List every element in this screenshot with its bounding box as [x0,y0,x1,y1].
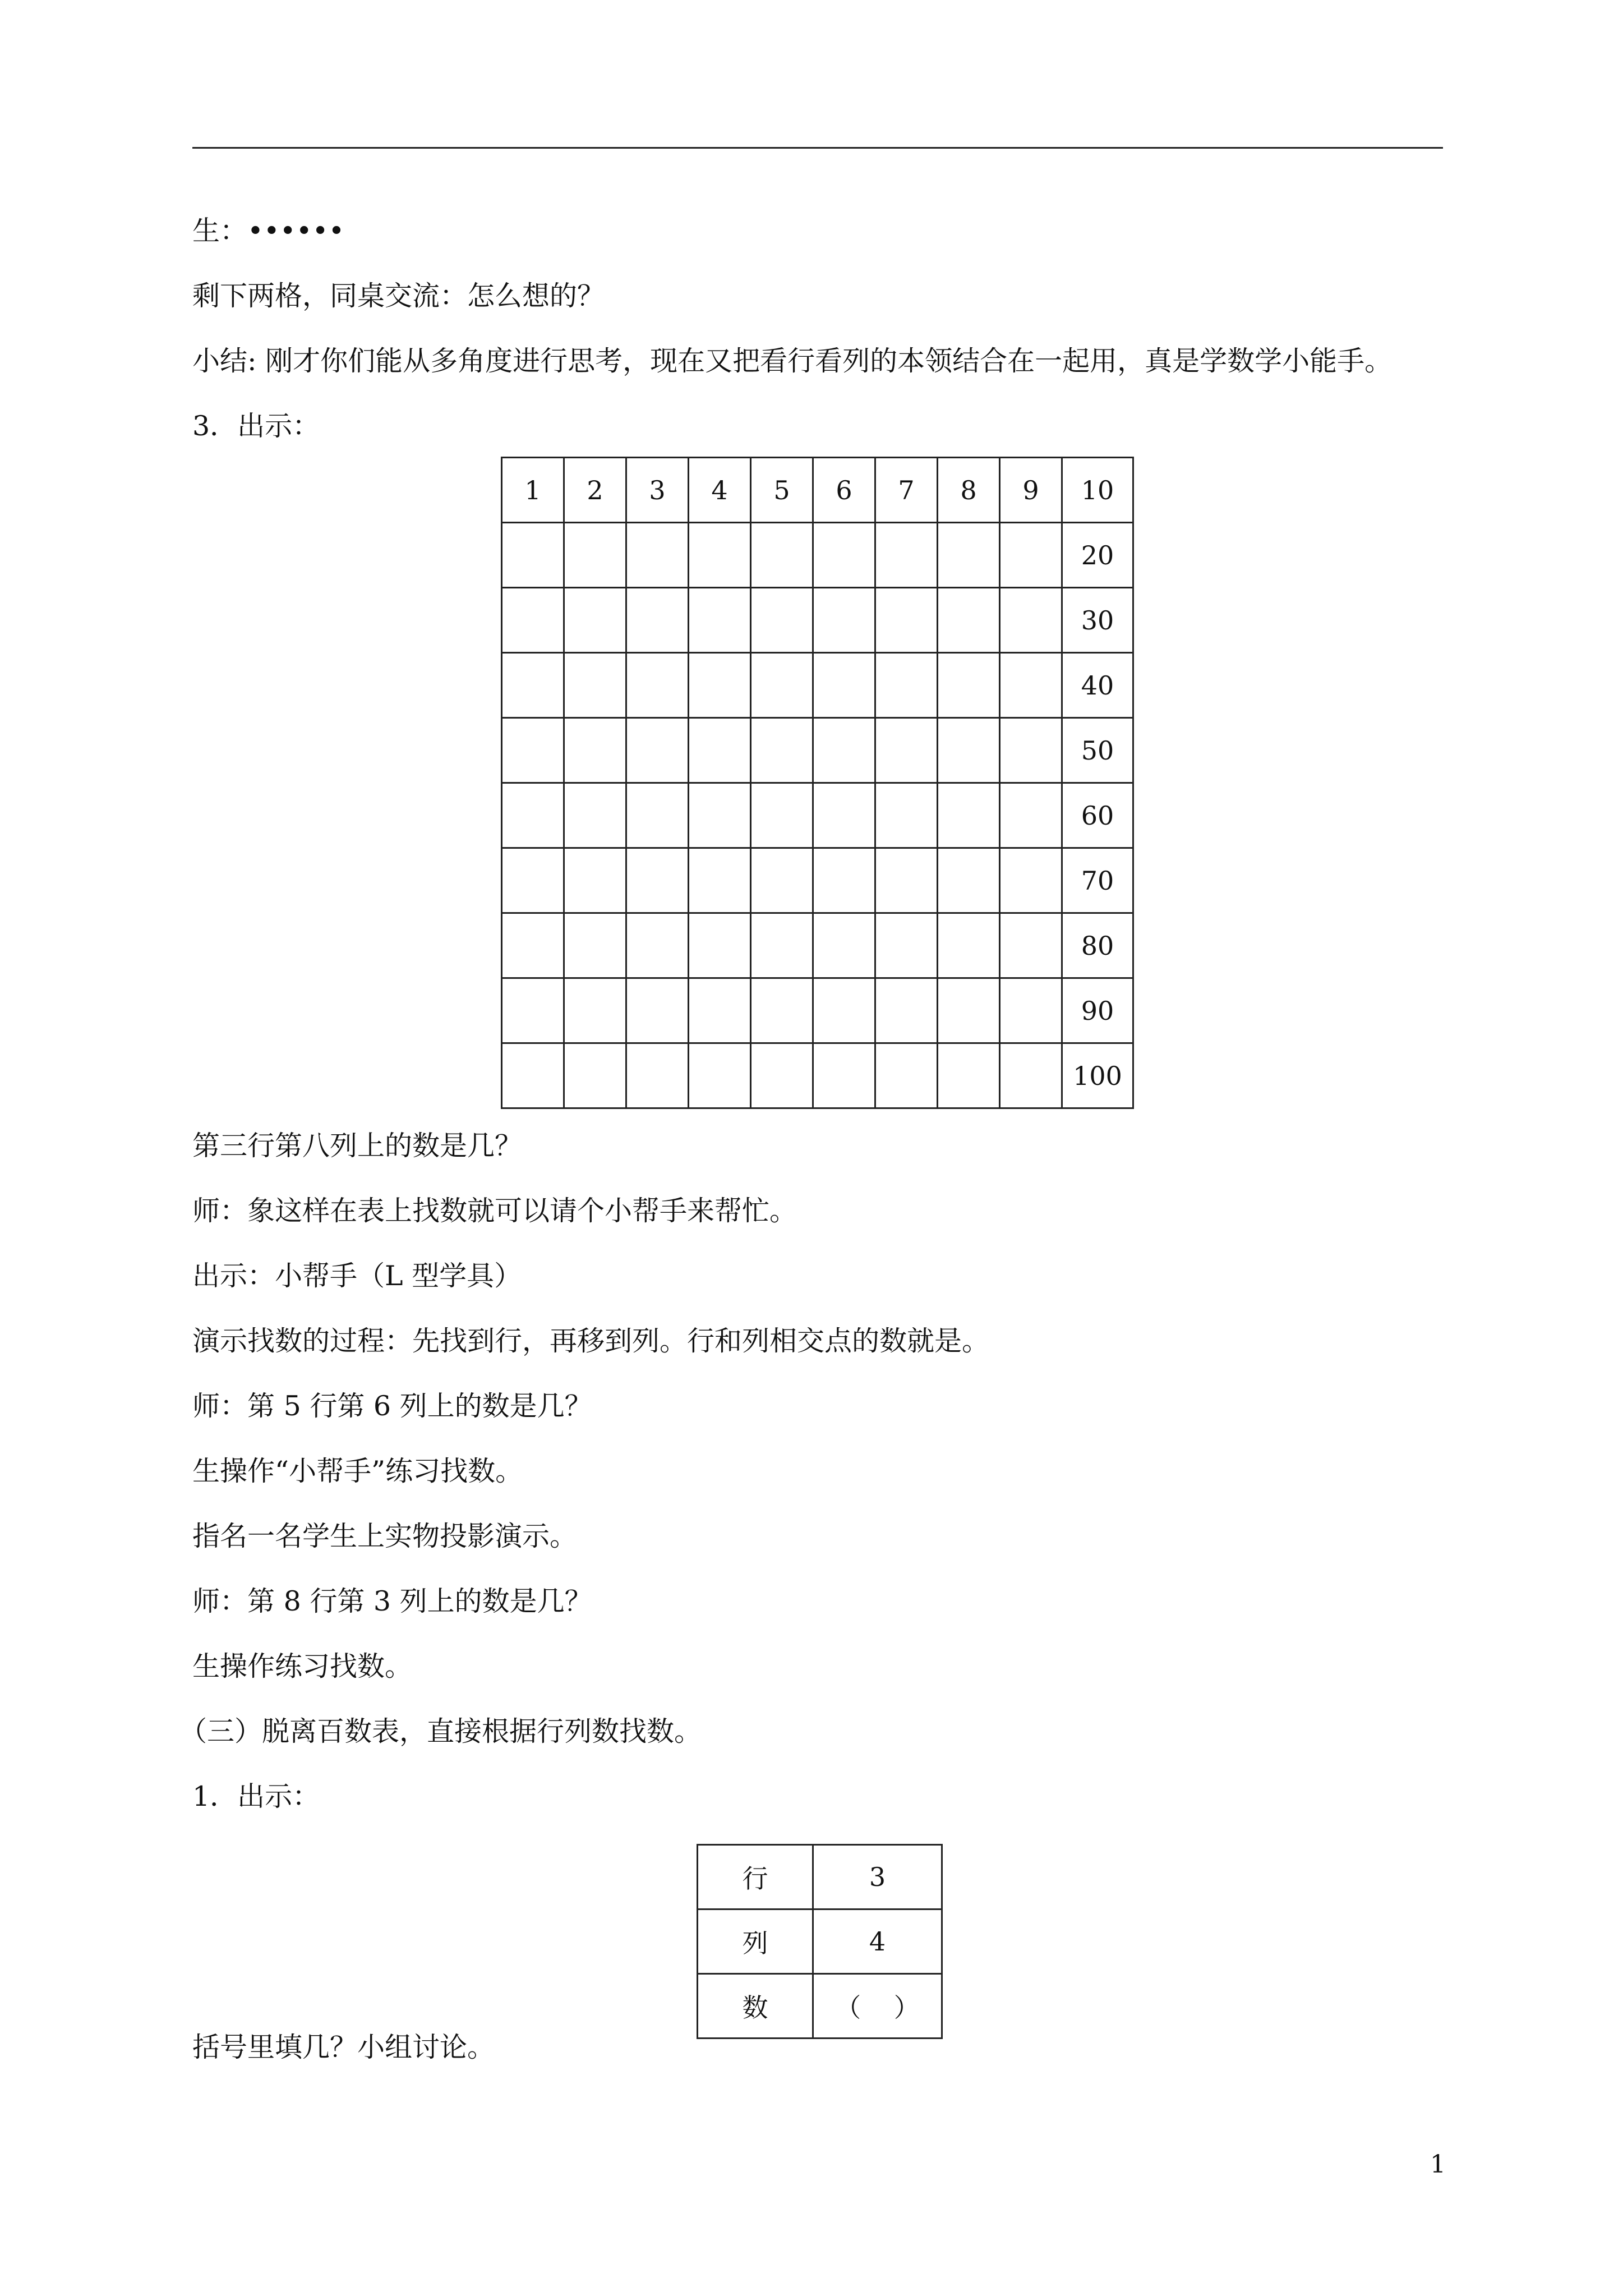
table-cell: 4 [689,458,751,523]
header-rule [192,147,1443,149]
table-cell: 70 [1062,848,1133,913]
table-cell: 8 [938,458,1000,523]
table-cell: 5 [751,458,813,523]
table-cell: 100 [1062,1043,1133,1108]
remaining-cells-line: 剩下两格，同桌交流：怎么想的？ [192,280,605,312]
table-cell: 1 [502,458,564,523]
table-cell: 7 [875,458,938,523]
projector-demo-line: 指名一名学生上实物投影演示。 [192,1520,578,1552]
table-row [502,588,1133,653]
student-operate-line: 生操作“小帮手”练习找数。 [192,1455,523,1487]
table-row [502,718,1133,783]
table-row [698,1974,942,2039]
table-row [698,1910,942,1974]
table-cell: 80 [1062,913,1133,978]
question-row3-col8: 第三行第八列上的数是几？ [192,1130,523,1162]
table-cell: 4 [813,1910,942,1974]
student-practice-line: 生操作练习找数。 [192,1650,413,1682]
show-1-line: 1．出示： [192,1780,320,1812]
table-cell: 9 [1000,458,1062,523]
table-cell: 数 [698,1974,813,2039]
table-cell: 30 [1062,588,1133,653]
show-3-line: 3．出示： [192,410,320,442]
student-dots-line: 生：•••••• [192,215,345,247]
table-row [502,523,1133,588]
table-row [698,1845,942,1910]
table-cell: 2 [564,458,626,523]
page-number: 1 [1430,2150,1446,2179]
table-cell: 10 [1062,458,1133,523]
table-row [502,1043,1133,1108]
table-row [502,978,1133,1043]
table-cell: 90 [1062,978,1133,1043]
teacher-helper-line: 师：象这样在表上找数就可以请个小帮手来帮忙。 [192,1195,797,1227]
table-row [502,913,1133,978]
table-cell: 3 [813,1845,942,1910]
table-cell: 40 [1062,653,1133,718]
table-cell: 20 [1062,523,1133,588]
teacher-question-5-6: 师：第 5 行第 6 列上的数是几？ [192,1390,592,1422]
teacher-question-8-3: 师：第 8 行第 3 列上的数是几？ [192,1585,592,1617]
table-row [502,848,1133,913]
summary-line: 小结: 刚才你们能从多角度进行思考，现在又把看行看列的本领结合在一起用，真是学数学小能手。 [192,345,1393,377]
table-cell: 列 [698,1910,813,1974]
demo-process-line: 演示找数的过程：先找到行，再移到列。行和列相交点的数就是。 [192,1325,990,1357]
table-row [502,783,1133,848]
table-cell: 60 [1062,783,1133,848]
table-cell: 50 [1062,718,1133,783]
table-cell: （ ） [813,1974,942,2039]
section-three-heading: （三）脱离百数表，直接根据行列数找数。 [179,1715,702,1747]
table-cell: 行 [698,1845,813,1910]
row-col-table [697,1844,943,2039]
fill-bracket-question: 括号里填几？小组讨论。 [192,2031,495,2063]
show-helper-line: 出示：小帮手（L 型学具） [192,1260,522,1292]
hundred-table [501,457,1134,1109]
table-row [502,458,1133,523]
table-cell: 6 [813,458,875,523]
table-cell: 3 [626,458,689,523]
table-row [502,653,1133,718]
